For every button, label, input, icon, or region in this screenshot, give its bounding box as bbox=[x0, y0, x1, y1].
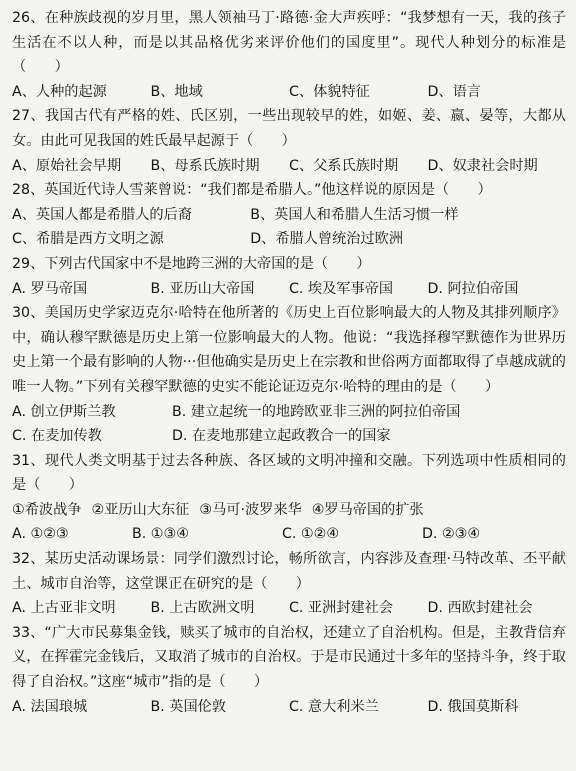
option-row bbox=[12, 522, 566, 547]
option-b: B、英国人和希腊人生活习惯一样 bbox=[250, 206, 459, 223]
option-d: D、奴隶社会时期 bbox=[427, 157, 538, 174]
option-d: D. 西欧封建社会 bbox=[427, 600, 533, 617]
option-row bbox=[12, 596, 566, 621]
option-c: C. 埃及军事帝国 bbox=[289, 280, 394, 297]
option-c: C. 在麦加传教 bbox=[12, 428, 102, 445]
statement-4: ④罗马帝国的扩张 bbox=[311, 501, 424, 518]
statement-2: ②亚历山大东征 bbox=[91, 501, 190, 518]
option-row bbox=[12, 203, 566, 228]
option-a: A. 法国琅城 bbox=[12, 698, 88, 715]
option-b: B、母系氏族时期 bbox=[150, 157, 260, 174]
option-row bbox=[12, 400, 566, 425]
statement-row bbox=[12, 498, 566, 523]
question-stem: 27、我国古代有严格的姓、氏区别，一些出现较早的姓，如姬、姜、嬴、晏等，大都从女。由此可见我国的姓氏最早起源于（ ） bbox=[12, 108, 566, 149]
option-b: B、地域 bbox=[150, 83, 203, 100]
option-row bbox=[12, 80, 566, 105]
option-row bbox=[12, 424, 566, 449]
option-d: D、语言 bbox=[427, 83, 481, 100]
option-c: C、体貌特征 bbox=[289, 83, 370, 100]
question-30 bbox=[12, 301, 566, 449]
question-stem: 29、下列古代国家中不是地跨三洲的大帝国的是（ ） bbox=[12, 255, 371, 272]
option-c: C. ①②④ bbox=[282, 526, 340, 543]
option-c: C. 亚洲封建社会 bbox=[289, 600, 394, 617]
option-a: A. 上古亚非文明 bbox=[12, 600, 116, 617]
option-b: B. ①③④ bbox=[132, 526, 189, 543]
question-29 bbox=[12, 252, 566, 301]
option-d: D、希腊人曾统治过欧洲 bbox=[250, 231, 404, 248]
option-a: A、原始社会早期 bbox=[12, 157, 122, 174]
option-row bbox=[12, 154, 566, 179]
question-stem: 30、美国历史学家迈克尔·哈特在他所著的《历史上百位影响最大的人物及其排列顺序》中，确认穆罕默德是历史上第一位影响最大的人物。他说：“我选择穆罕默德作为世界历史上第一个最有影响的人物···但他确实是历史上在宗教和世俗两方面都取得了卓越成就的唯一人物。”下列有关穆罕默德的史实不能论证迈克尔·哈特的理由的是（ ） bbox=[12, 305, 566, 395]
question-26 bbox=[12, 6, 566, 104]
option-a: A. 罗马帝国 bbox=[12, 280, 88, 297]
question-32 bbox=[12, 547, 566, 621]
option-row bbox=[12, 277, 566, 302]
option-c: C、父系氏族时期 bbox=[289, 157, 399, 174]
option-a: A、人种的起源 bbox=[12, 83, 107, 100]
option-d: D. 阿拉伯帝国 bbox=[427, 280, 519, 297]
question-stem: 32、某历史活动课场景：同学们激烈讨论，畅所欲言，内容涉及查理·马特改革、丕平献土、城市自治等，这堂课正在研究的是（ ） bbox=[12, 551, 566, 592]
question-stem: 28、英国近代诗人雪莱曾说：“我们都是希腊人。”他这样说的原因是（ ） bbox=[12, 182, 492, 199]
option-row bbox=[12, 227, 566, 252]
option-a: A. ①②③ bbox=[12, 526, 69, 543]
option-row bbox=[12, 695, 566, 720]
option-b: B. 英国伦敦 bbox=[150, 698, 227, 715]
option-d: D. ②③④ bbox=[422, 526, 481, 543]
statement-3: ③马可·波罗来华 bbox=[199, 501, 302, 518]
question-31 bbox=[12, 449, 566, 547]
option-b: B. 亚历山大帝国 bbox=[150, 280, 255, 297]
question-33 bbox=[12, 621, 566, 719]
option-c: C. 意大利米兰 bbox=[289, 698, 379, 715]
option-a: A. 创立伊斯兰教 bbox=[12, 403, 116, 420]
question-stem: 26、在种族歧视的岁月里，黑人领袖马丁·路德·金大声疾呼：“我梦想有一天，我的孩子生活在不以人种，而是以其品格优劣来评价他们的国度里”。现代人种划分的标准是（ ） bbox=[12, 10, 566, 76]
question-27 bbox=[12, 104, 566, 178]
option-d: D. 俄国莫斯科 bbox=[427, 698, 519, 715]
option-a: A、英国人都是希腊人的后裔 bbox=[12, 206, 192, 223]
option-d: D. 在麦地那建立起政教合一的国家 bbox=[172, 428, 391, 445]
option-b: B. 上古欧洲文明 bbox=[150, 600, 255, 617]
option-c: C、希腊是西方文明之源 bbox=[12, 231, 164, 248]
option-b: B. 建立起统一的地跨欧亚非三洲的阿拉伯帝国 bbox=[172, 403, 461, 420]
question-stem: 31、现代人类文明基于过去各种族、各区域的文明冲撞和交融。下列选项中性质相同的是（ ） bbox=[12, 452, 566, 494]
statement-1: ①希波战争 bbox=[12, 501, 82, 518]
question-stem: 33、“广大市民募集金钱，赎买了城市的自治权，还建立了自治机构。但是，主教背信弃义，在挥霍完金钱后，又取消了城市的自治权。于是市民通过十多年的坚持斗争，终于取得了自治权。”这座“城市”指的是（ ） bbox=[12, 624, 566, 691]
question-28 bbox=[12, 178, 566, 252]
